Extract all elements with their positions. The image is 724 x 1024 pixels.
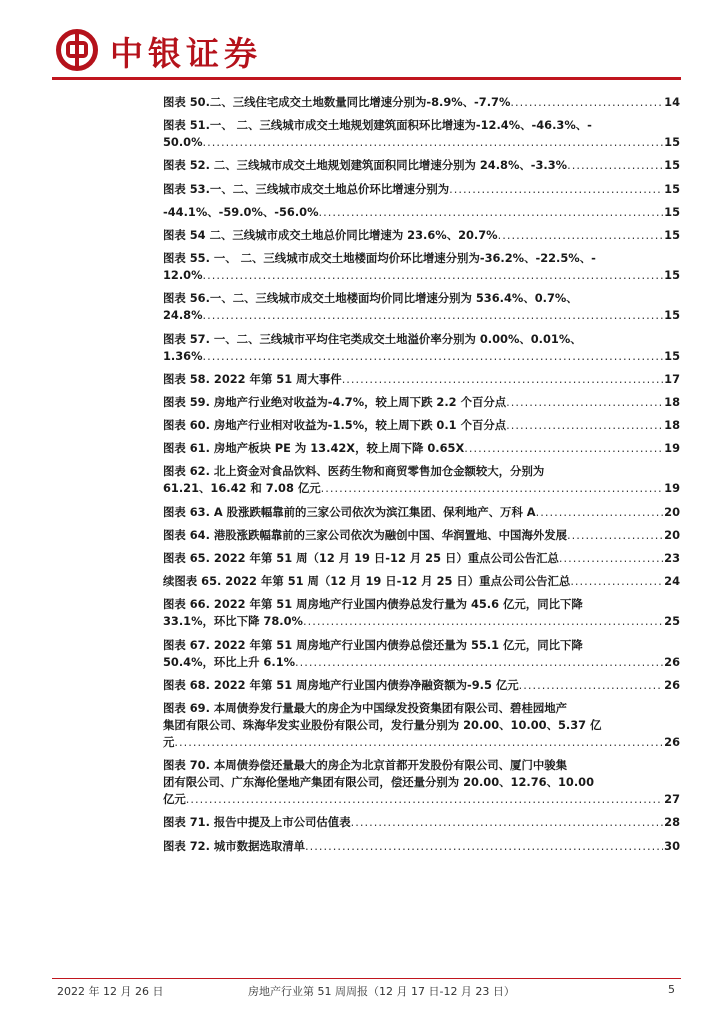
toc-dot-leader (174, 734, 663, 751)
toc-page-number: 18 (664, 394, 680, 409)
toc-entry-text: 图表 56.一、二、三线城市成交土地楼面均价同比增速分别为 536.4%、0.7%、 (163, 291, 578, 306)
footer-date: 2022 年 12 月 26 日 (57, 985, 164, 998)
toc-entry-line (163, 596, 680, 613)
toc-entry[interactable] (163, 700, 680, 751)
toc-entry[interactable] (163, 204, 680, 221)
toc-entry-text: 图表 53.一、二、三线城市成交土地总价环比增速分别为 (163, 181, 450, 196)
brand-name: 中银证券 (110, 34, 262, 73)
toc-entry-text: 33.1%，环比下降 78.0% (163, 614, 303, 629)
toc-entry[interactable] (163, 371, 680, 388)
toc-page-number: 26 (664, 654, 680, 669)
toc-dot-leader (559, 550, 663, 567)
toc-dot-leader (203, 134, 664, 151)
toc-page-number: 24 (664, 574, 680, 589)
toc-entry[interactable] (163, 814, 680, 831)
toc-entry[interactable] (163, 181, 680, 198)
toc-entry-text: 图表 58. 2022 年第 51 周大事件 (163, 371, 342, 386)
toc-entry-text: 图表 54 二、三线城市成交土地总价同比增速为 23.6%、20.7% (163, 227, 498, 242)
toc-dot-leader (321, 480, 664, 497)
toc-entry-text: 图表 61. 房地产板块 PE 为 13.42X，较上周下降 0.65X (163, 441, 465, 456)
toc-entry-text: 图表 63. A 股涨跌幅靠前的三家公司依次为滨江集团、保利地产、万科 A (163, 504, 536, 519)
toc-entry[interactable] (163, 573, 680, 590)
toc-entry-line (163, 654, 680, 671)
toc-entry-text: -44.1%、-59.0%、-56.0% (163, 204, 319, 219)
toc-entry-line (163, 94, 680, 111)
toc-page-number: 28 (664, 815, 680, 830)
toc-entry-line (163, 734, 680, 751)
toc-entry-line (163, 550, 680, 567)
toc-entry-text: 亿元 (163, 792, 186, 807)
toc-entry[interactable] (163, 504, 680, 521)
toc-dot-leader (319, 204, 664, 221)
toc-entry-line (163, 394, 680, 411)
table-of-figures (163, 94, 680, 855)
toc-entry-line (163, 134, 680, 151)
toc-page-number: 15 (664, 348, 680, 363)
toc-entry-line (163, 307, 680, 324)
toc-entry-text: 图表 57. 一、二、三线城市平均住宅类成交土地溢价率分别为 0.00%、0.01%、 (163, 331, 582, 346)
toc-page-number: 15 (664, 135, 680, 150)
toc-entry-line (163, 463, 680, 480)
toc-dot-leader (536, 504, 664, 521)
toc-dot-leader (303, 613, 663, 630)
toc-dot-leader (203, 307, 664, 324)
toc-entry-text: 图表 64. 港股涨跌幅靠前的三家公司依次为融创中国、华润置地、中国海外发展 (163, 527, 568, 542)
toc-page-number: 20 (664, 527, 680, 542)
toc-page-number: 15 (664, 204, 680, 219)
toc-entry-line (163, 527, 680, 544)
toc-entry-line (163, 791, 680, 808)
toc-entry-line (163, 573, 680, 590)
toc-entry-text: 图表 72. 城市数据选取清单 (163, 838, 306, 853)
toc-page-number: 23 (664, 551, 680, 565)
toc-page-number: 19 (664, 481, 680, 496)
toc-entry[interactable] (163, 94, 680, 111)
toc-entry-line (163, 348, 680, 365)
toc-entry[interactable] (163, 677, 680, 694)
toc-entry-line (163, 440, 680, 457)
toc-entry-line (163, 717, 680, 734)
toc-page-number: 27 (664, 792, 680, 807)
toc-dot-leader (305, 838, 663, 855)
toc-entry-text: 50.4%，环比上升 6.1% (163, 654, 296, 669)
toc-page-number: 30 (664, 838, 680, 853)
toc-dot-leader (567, 157, 663, 174)
toc-page-number: 19 (664, 441, 680, 456)
toc-entry-line (163, 504, 680, 521)
toc-entry-line (163, 677, 680, 694)
footer-divider (52, 978, 681, 979)
toc-dot-leader (570, 573, 663, 590)
toc-page-number: 15 (664, 268, 680, 283)
toc-entry-line (163, 814, 680, 831)
page-header (0, 0, 724, 90)
toc-entry-line (163, 117, 680, 134)
header-divider (52, 77, 681, 80)
toc-entry-text: 续图表 65. 2022 年第 51 周（12 月 19 日-12 月 25 日）重点公司公告汇总 (163, 574, 571, 589)
toc-entry-line (163, 613, 680, 630)
toc-entry-text: 图表 70. 本周债券偿还量最大的房企为北京首都开发股份有限公司、厦门中骏集 (163, 758, 568, 773)
toc-entry-text: 集团有限公司、珠海华发实业股份有限公司，发行量分别为 20.00、10.00、5.37 亿 (163, 717, 602, 732)
toc-entry-line (163, 331, 680, 348)
toc-entry[interactable] (163, 440, 680, 457)
toc-entry[interactable] (163, 596, 680, 630)
toc-entry-line (163, 181, 680, 198)
footer-report-title: 房地产行业第 51 周周报（12 月 17 日-12 月 23 日） (248, 985, 515, 998)
toc-entry-line (163, 480, 680, 497)
toc-entry[interactable] (163, 417, 680, 434)
toc-entry-text: 图表 51.一、 二、三线城市成交土地规划建筑面积环比增速为-12.4%、-46.3%、- (163, 118, 592, 133)
toc-entry-text: 12.0% (163, 268, 203, 283)
toc-entry-text: 图表 67. 2022 年第 51 周房地产行业国内债券总偿还量为 55.1 亿元，同比下降 (163, 637, 583, 652)
toc-page-number: 20 (664, 504, 680, 519)
toc-entry-line (163, 290, 680, 307)
toc-entry-line (163, 157, 680, 174)
toc-entry-text: 图表 71. 报告中提及上市公司估值表 (163, 815, 351, 830)
toc-entry-text: 1.36% (163, 348, 203, 363)
toc-entry-line (163, 700, 680, 717)
toc-dot-leader (295, 654, 663, 671)
toc-entry[interactable] (163, 394, 680, 411)
toc-entry-line (163, 757, 680, 774)
toc-dot-leader (506, 394, 663, 411)
toc-page-number: 14 (664, 95, 680, 109)
toc-dot-leader (519, 677, 664, 694)
toc-page-number: 26 (664, 677, 680, 692)
toc-page-number: 18 (664, 418, 680, 433)
toc-entry[interactable] (163, 757, 680, 808)
toc-entry[interactable] (163, 290, 680, 324)
toc-page-number: 25 (664, 614, 680, 629)
toc-entry-line (163, 838, 680, 855)
toc-dot-leader (506, 417, 663, 434)
toc-entry-text: 图表 55. 一、 二、三线城市成交土地楼面均价环比增速分别为-36.2%、-22.5%、- (163, 251, 596, 266)
toc-entry-text: 团有限公司、广东海伦堡地产集团有限公司，偿还量分别为 20.00、12.76、10.00 (163, 775, 594, 790)
page-number: 5 (668, 983, 675, 996)
toc-entry[interactable] (163, 117, 680, 151)
toc-entry[interactable] (163, 838, 680, 855)
toc-page-number: 26 (664, 734, 680, 749)
toc-entry[interactable] (163, 250, 680, 284)
toc-entry[interactable] (163, 227, 680, 244)
toc-entry-text: 图表 69. 本周债券发行量最大的房企为中国绿发投资集团有限公司、碧桂园地产 (163, 700, 568, 715)
toc-entry[interactable] (163, 157, 680, 174)
toc-dot-leader (186, 791, 663, 808)
toc-page-number: 15 (664, 181, 680, 196)
toc-entry-text: 图表 65. 2022 年第 51 周（12 月 19 日-12 月 25 日）重点公司公告汇总 (163, 551, 559, 565)
toc-dot-leader (498, 227, 664, 244)
toc-dot-leader (342, 371, 663, 388)
toc-entry-line (163, 267, 680, 284)
toc-dot-leader (567, 527, 663, 544)
toc-entry-line (163, 371, 680, 388)
toc-dot-leader (351, 814, 664, 831)
toc-entry[interactable] (163, 331, 680, 365)
toc-entry-line (163, 774, 680, 791)
toc-dot-leader (203, 348, 664, 365)
toc-entry-text: 图表 66. 2022 年第 51 周房地产行业国内债券总发行量为 45.6 亿元，同比下降 (163, 597, 583, 612)
toc-page-number: 15 (664, 308, 680, 323)
toc-entry[interactable] (163, 527, 680, 544)
toc-entry-line (163, 227, 680, 244)
toc-page-number: 17 (664, 371, 680, 386)
toc-dot-leader (464, 440, 663, 457)
toc-entry-text: 24.8% (163, 308, 203, 323)
toc-page-number: 15 (664, 227, 680, 242)
toc-entry-text: 元 (163, 734, 175, 749)
toc-entry-text: 图表 68. 2022 年第 51 周房地产行业国内债券净融资额为-9.5 亿元 (163, 677, 519, 692)
toc-entry[interactable] (163, 550, 680, 567)
toc-entry-text: 61.21、16.42 和 7.08 亿元 (163, 481, 321, 496)
toc-entry-text: 图表 52. 二、三线城市成交土地规划建筑面积同比增速分别为 24.8%、-3.3% (163, 158, 568, 173)
toc-entry-line (163, 204, 680, 221)
toc-entry-text: 图表 50.二、三线住宅成交土地数量同比增速分别为-8.9%、-7.7% (163, 95, 511, 109)
toc-entry-text: 图表 60. 房地产行业相对收益为-1.5%，较上周下跌 0.1 个百分点 (163, 418, 507, 433)
toc-entry-line (163, 250, 680, 267)
toc-entry-text: 图表 62. 北上资金对食品饮料、医药生物和商贸零售加仓金额较大，分别为 (163, 464, 545, 479)
bank-of-china-logo-icon (56, 29, 98, 71)
toc-dot-leader (203, 267, 664, 284)
toc-entry-text: 50.0% (163, 135, 203, 150)
toc-page-number: 15 (664, 158, 680, 173)
toc-entry[interactable] (163, 463, 680, 497)
toc-entry-text: 图表 59. 房地产行业绝对收益为-4.7%，较上周下跌 2.2 个百分点 (163, 394, 507, 409)
toc-entry[interactable] (163, 637, 680, 671)
toc-dot-leader (449, 181, 663, 198)
toc-entry-line (163, 417, 680, 434)
toc-dot-leader (510, 94, 663, 111)
toc-entry-line (163, 637, 680, 654)
